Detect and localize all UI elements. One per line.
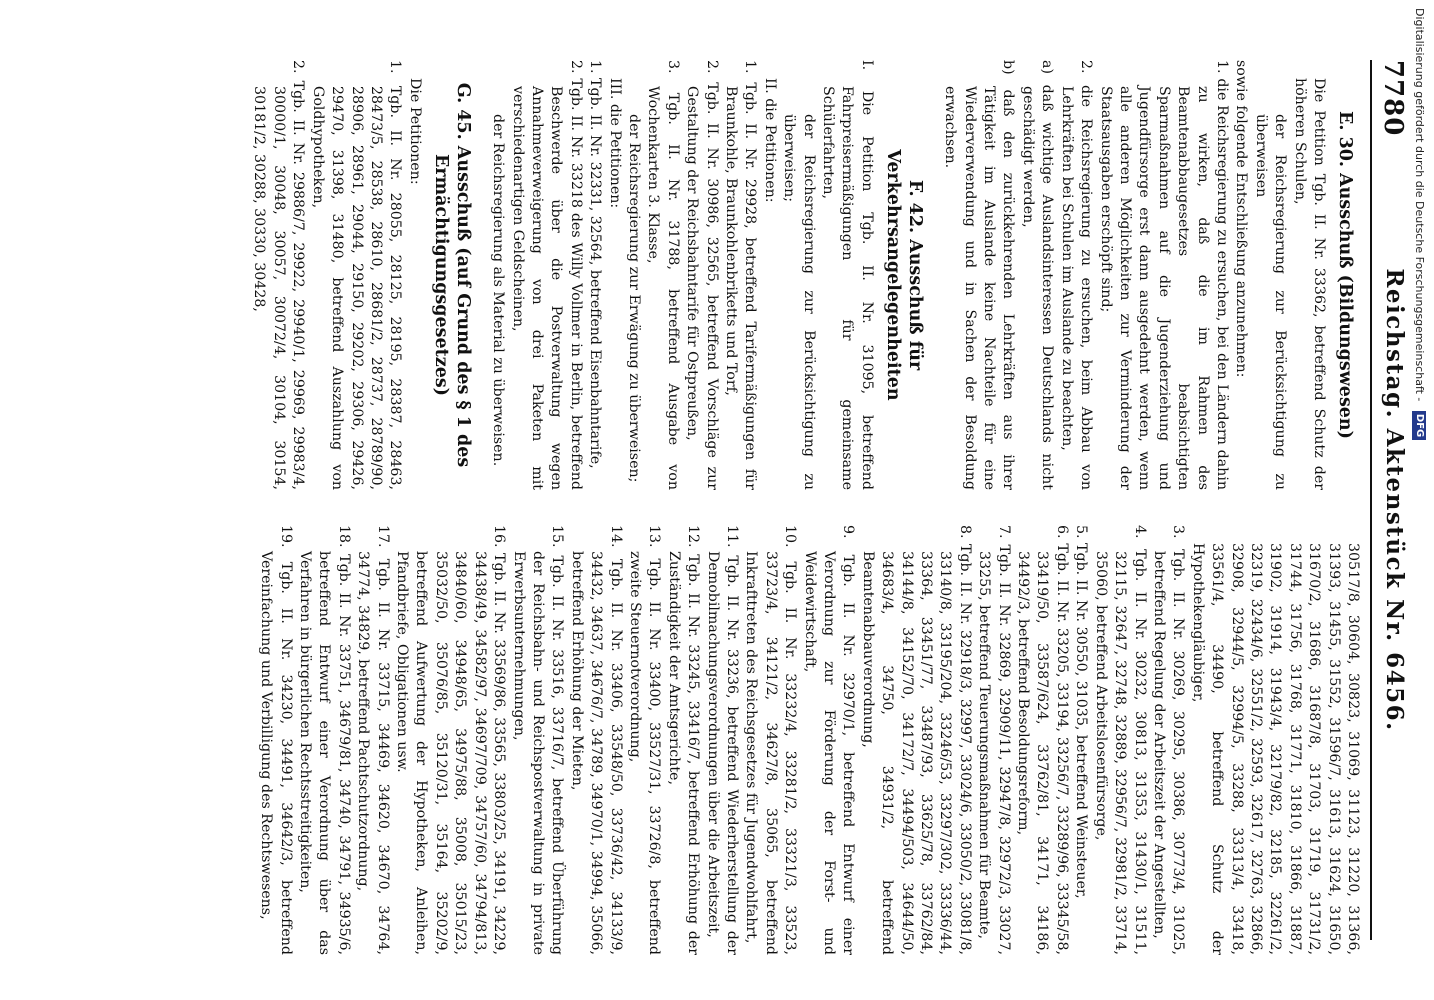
list-item: 4. Tgb. II. Nr. 30232, 30813, 31353, 31430/1, 31511, 32115, 32647, 32748, 32889, 32956/7, 32981/2, 33714, 35060, betreffend Arbeitslosenfürsorge, [1092, 525, 1148, 955]
section-f-action: der Reichsregierung zur Erwägung zu überweisen; [626, 114, 642, 483]
section-f-heading: F. 42. Ausschuß für Verkehrsangelegenheiten [882, 149, 925, 401]
list-item: 2. Tgb. II. Nr. 30986, 32565, betreffend Vorschläge zur Gestaltung der Reichsbahntarife für Ostpreußen, [684, 60, 720, 490]
list-item: 17. Tgb. II. Nr. 33715, 34469, 34620, 34670, 34764, 34774, 34829, betreffend Pachtschutzordnung, [355, 525, 391, 955]
continuation-text: 30517/8, 30604, 30823, 31069, 31123, 31220, 31366, 31393, 31455, 31552, 31596/7, 31613, 31624, 31650, 31670/2, 31686, 31687/8, 31703, 31719, 31731/2, 31744, 31756, 31768, 31771, 31810, 31866, 31887, 31902, 31914, 31943/4, 32179/82, 32185, 32261/2, 32319, 32434/6, 32551/2, 32593, 32617, 32763, 32866, 32908, 32944/5, 32994/5, 33288, 33313/4, 33418, 33561/4, 34490, betreffend Schutz der Hypothekengläubiger, [1189, 543, 1361, 955]
list-heading: III. die Petitionen: [606, 78, 623, 209]
page-number: 7780 [1378, 60, 1408, 137]
list-item: 12. Tgb. II. Nr. 33245, 33416/7, betreffend Erhöhung der Zuständigkeit der Amtsgerichte, [665, 525, 702, 955]
list-item: 1. Tgb. II. Nr. 32331, 32564, betreffend Eisenbahntarife, [587, 60, 604, 469]
section-e-intro: Die Petition Tgb. II. Nr. 33362, betreffend Schutz der höheren Schulen, [1291, 78, 1327, 490]
list-item: 3. Tgb. II. Nr. 31788, betreffend Ausgabe von Wochenkarten 3. Klasse, [645, 60, 681, 490]
left-column [249, 60, 1362, 490]
header-rule [1370, 60, 1372, 940]
list-item: 1. die Reichsregierung zu ersuchen, bei den Ländern dahin zu wirken, daß die im Rahmen des Beamtenabbaugesetzes beabsichtigten Sparmaßnahmen auf die Jugenderziehung und Jugendfürsorge erst dann ausgedehnt werden, wenn alle anderen Möglichkeiten zur Verminderung der Staatsausgaben erschöpft sind; [1097, 60, 1230, 490]
list-item: 2. Tgb. II. Nr. 33218 des Willy Vollmer in Berlin, betreffend Beschwerde über die Postverwaltung wegen Annahmeverweigerung von drei Paketen mit verschiedenartigen Geldscheinen, [509, 60, 584, 490]
list-item: I. Die Petition Tgb. II. Nr. 31095, betreffend Fahrpreisermäßigungen für gemeinsame Schülerfahrten, [820, 60, 875, 490]
list-item: 14. Tgb. II. Nr. 33406, 33548/50, 33736/42, 34133/9, 34432, 34637, 34676/7, 34789, 34970/1, 34994, 35066, betreffend Erhöhung der Mieten, [568, 525, 624, 955]
list-item: 8. Tgb. II. Nr. 32918/3, 32997, 33024/6, 33050/2, 33081/8, 33140/8, 33195/204, 33246/53, 33297/302, 33336/44, 33364, 33451/77, 33487/93, 33625/78, 33762/84, 34144/8, 34152/70, 34172/7, 34494/503, 34644/50, 34683/4, 34750, 34931/2, betreffend Beamtenabbauverordnung, [859, 525, 973, 955]
section-e-heading: E. 30. Ausschuß (Bildungswesen) [1335, 111, 1355, 439]
list-item: 15. Tgb. II. Nr. 33516, 33716/7, betreffend Überführung der Reichsbahn- und Reichspostverwaltung in private Erwerbsunternehmungen, [510, 525, 566, 955]
list-item: 5. Tgb. II. Nr. 30550, 31035, betreffend Weinsteuer, [1073, 525, 1090, 899]
list-item: 2. die Reichsregierung zu ersuchen, beim Abbau von Lehrkräften bei Schulen im Auslande zu beachten, [1058, 60, 1095, 490]
list-item: 3. Tgb. II. Nr. 30269, 30295, 30386, 30773/4, 31025, betreffend Regelung der Arbeitszeit der Angestellten, [1150, 525, 1187, 955]
section-f-action: der Reichsregierung zur Berücksichtigung zu überweisen; [781, 114, 817, 490]
footer-credit [1404, 0, 1434, 1000]
list-item: 1. Tgb. II. Nr. 28055, 28125, 28195, 28387, 28463, 28473/5, 28538, 28610, 28681/2, 28737, 28789/90, 28906, 28961, 29044, 29150, 29202, 29306, 29426, 29470, 31398, 31480, betreffend Auszahlung von Goldhypotheken, [309, 60, 404, 490]
right-column [256, 525, 1362, 955]
list-item: 7. Tgb. II. Nr. 32869, 32909/11, 32947/8, 32972/3, 33027, 33255, betreffend Teuerungsmaßnahmen für Beamte, [976, 525, 1012, 955]
list-item: b) daß den zurückkehrenden Lehrkräften aus ihrer Tätigkeit im Auslande keine Nachteile für eine Wiederverwendung und in Sachen der Besoldung erwachsen. [942, 60, 1017, 490]
section-f-action: der Reichsregierung als Material zu überweisen. [490, 114, 507, 467]
list-item: 19. Tgb. II. Nr. 34230, 34491, 34642/3, betreffend Vereinfachung und Verbilligung des Rechtswesens, [258, 525, 294, 955]
footer-text [1404, 0, 1434, 1000]
section-e-resolution: sowie folgende Entschließung anzunehmen: [1233, 60, 1250, 378]
credit-text: Digitalisierung gefördert durch die Deutsche Forschungsgemeinschaft - [1413, 8, 1426, 402]
list-item: 2. Tgb. II. Nr. 29886/7, 29922, 29940/1, 29969, 29983/4, 30000/1, 30048, 30057, 30072/4, 30104, 30154, 30181/2, 30288, 30330, 30428, [251, 60, 307, 490]
list-item: 16. Tgb. II. Nr. 33569/86, 33565, 33803/25, 34191, 34229, 34438/49, 34582/97, 34697/709, 34757/60, 34794/813, 34840/60, 34948/65, 34975/88, 35008, 35015/23, 35032/50, 35076/85, 35120/31, 35164, 35202/9, betreffend Aufwertung der Hypotheken, Anleihen, Pfandbriefe, Obligationen usw. [394, 525, 508, 955]
list-item: 9. Tgb. II. Nr. 32970/1, betreffend Entwurf einer Verordnung zur Förderung der Forst- und Weidewirtschaft, [801, 525, 857, 955]
list-item: 11. Tgb. II. Nr. 33236, betreffend Wiederherstellung der Demobilmachungsverordnungen über die Arbeitszeit, [704, 525, 740, 955]
list-item: 1. Tgb. II. Nr. 29928, betreffend Tarifermäßigungen für Braunkohle, Braunkohlenbriketts und Torf, [723, 60, 759, 490]
section-g-heading: G. 45. Ausschuß (auf Grund des § 1 des Ermächtigungsgesetzes) [430, 82, 473, 468]
list-item: 10. Tgb. II. Nr. 33232/4, 33281/2, 33321/3, 33523, 33723/4, 34121/2, 34627/8, 35065, betreffend Inkrafttreten des Reichsgesetzes für Jugendwohlfahrt, [743, 525, 799, 955]
list-item: 13. Tgb. II. Nr. 33400, 33527/31, 33726/8, betreffend zweite Steuernotverordnung, [626, 525, 663, 955]
list-item: 18. Tgb. II. Nr. 33751, 34679/81, 34740, 34791, 34935/6, betreffend Entwurf einer Verordnung über das Verfahren in bürgerlichen Rechtsstreitigkeiten, [297, 525, 352, 955]
list-heading: Die Petitionen: [406, 78, 423, 185]
running-head: Reichstag. Aktenstück Nr. 6456. [1381, 268, 1408, 732]
dfg-logo-icon: DFG [1412, 411, 1426, 440]
list-item: a) daß wichtige Auslandsinteressen Deutschlands nicht geschädigt werden, [1019, 60, 1056, 490]
list-heading: II. die Petitionen: [761, 78, 778, 203]
section-e-action: der Reichsregierung zur Berücksichtigung zu überweisen [1252, 114, 1289, 490]
list-item: 6. Tgb. II. Nr. 33205, 33194, 33256/7, 33289/96, 33345/58, 33419/50, 33587/624, 33762/81, 34171, 34186, 34492/3, betreffend Besoldungsreform, [1015, 525, 1070, 955]
